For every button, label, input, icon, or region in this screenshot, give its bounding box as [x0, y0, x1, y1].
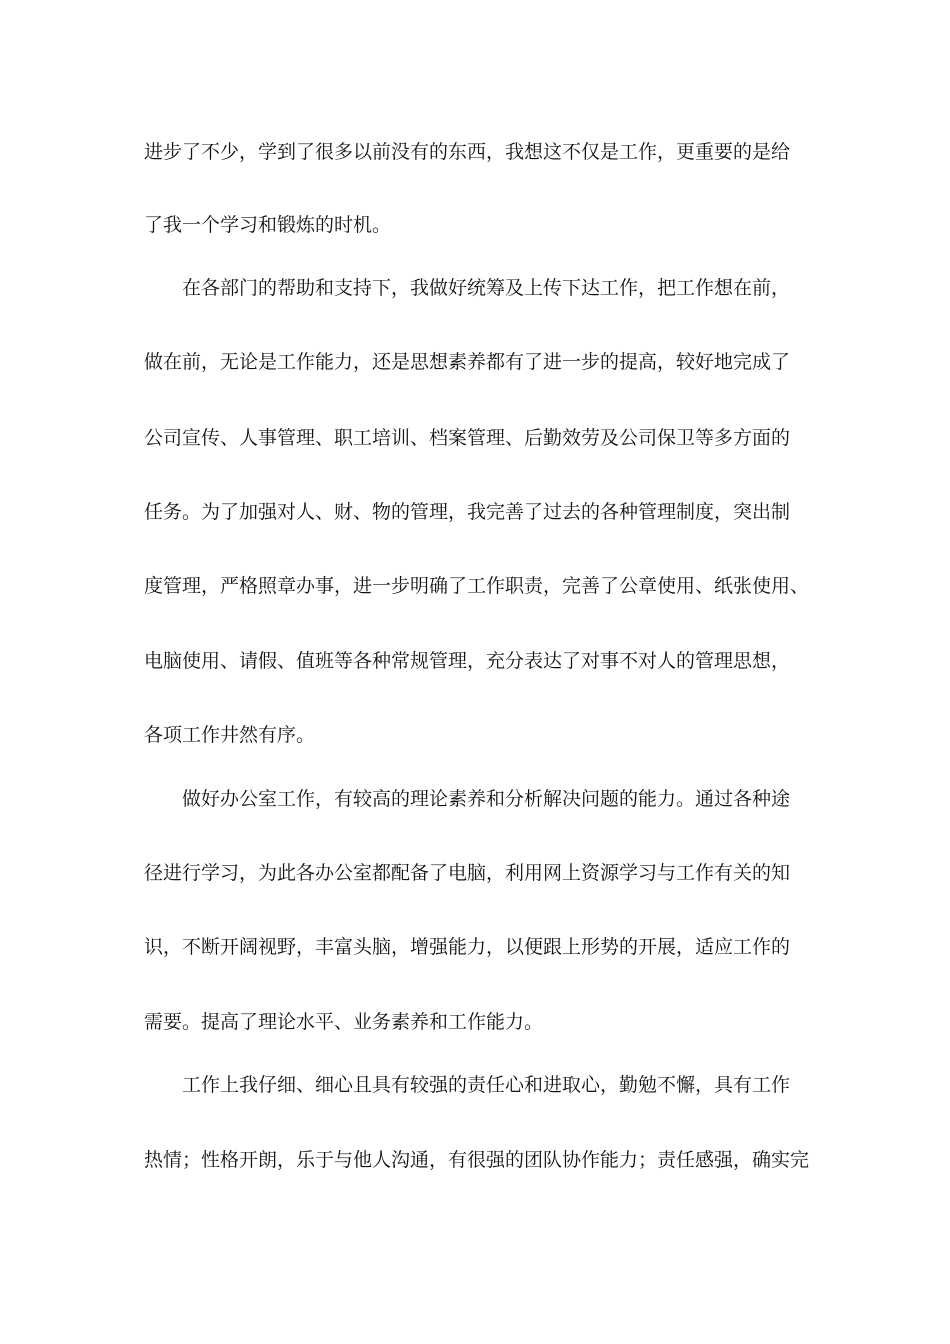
text-line-10: 做好办公室工作，有较高的理论素养和分析解决问题的能力。通过各种途	[182, 788, 791, 810]
text-line-3: 在各部门的帮助和支持下，我做好统筹及上传下达工作，把工作想在前，	[182, 277, 791, 299]
text-line-12: 识，不断开阔视野，丰富头脑，增强能力，以便跟上形势的开展，适应工作的	[144, 936, 791, 958]
text-line-7: 度管理，严格照章办事，进一步明确了工作职责，完善了公章使用、纸张使用、	[144, 575, 810, 597]
text-line-14: 工作上我仔细、细心且具有较强的责任心和进取心，勤勉不懈，具有工作	[182, 1074, 791, 1096]
text-line-5: 公司宣传、人事管理、职工培训、档案管理、后勤效劳及公司保卫等多方面的	[144, 427, 791, 449]
text-line-1: 进步了不少，学到了很多以前没有的东西，我想这不仅是工作，更重要的是给	[144, 141, 791, 163]
text-line-13: 需要。提高了理论水平、业务素养和工作能力。	[144, 1011, 544, 1033]
text-line-6: 任务。为了加强对人、财、物的管理，我完善了过去的各种管理制度，突出制	[144, 501, 791, 523]
text-line-11: 径进行学习，为此各办公室都配备了电脑，利用网上资源学习与工作有关的知	[144, 862, 791, 884]
text-line-2: 了我一个学习和锻炼的时机。	[144, 214, 392, 236]
text-line-4: 做在前，无论是工作能力，还是思想素养都有了进一步的提高，较好地完成了	[144, 351, 791, 373]
text-line-8: 电脑使用、请假、值班等各种常规管理，充分表达了对事不对人的管理思想，	[144, 650, 791, 672]
text-line-15: 热情；性格开朗，乐于与他人沟通，有很强的团队协作能力；责任感强，确实完	[144, 1149, 810, 1171]
text-line-9: 各项工作井然有序。	[144, 724, 316, 746]
